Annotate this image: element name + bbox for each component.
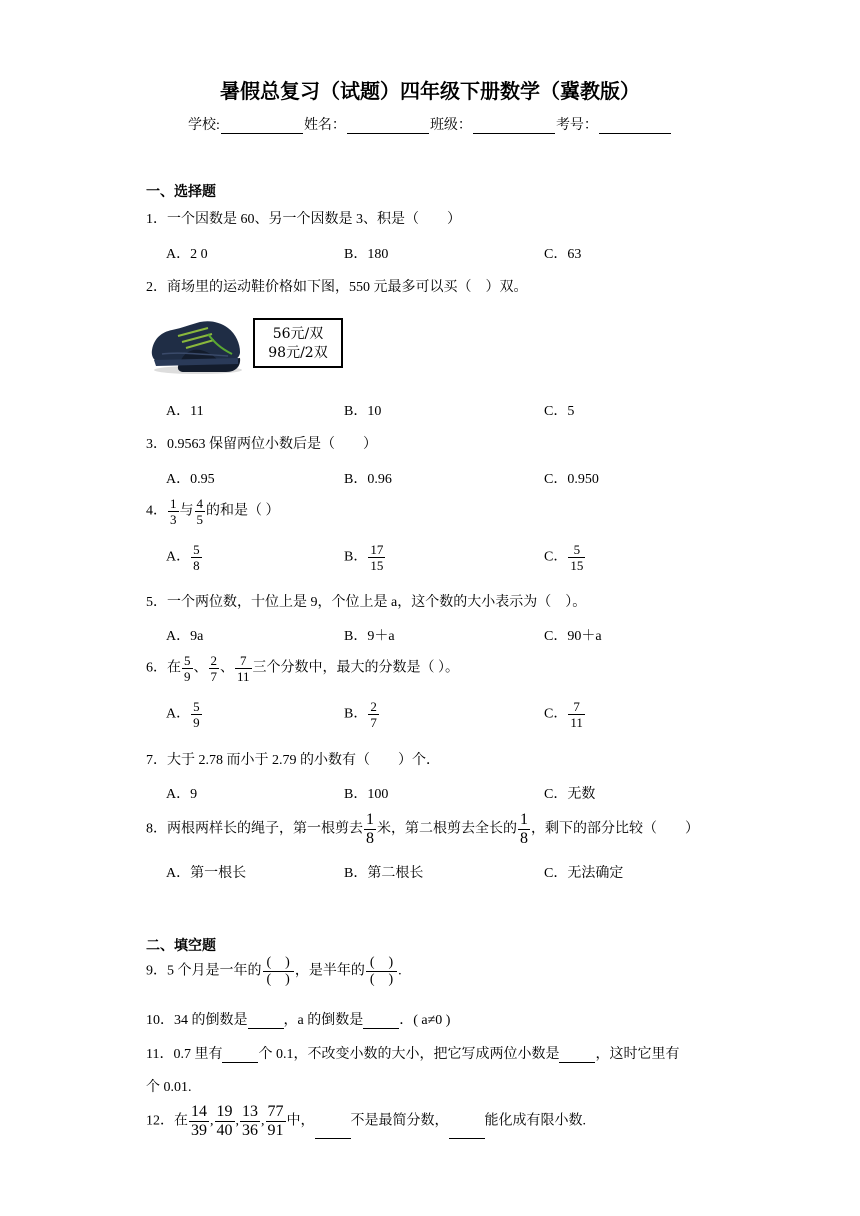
- q4-tail: 的和是（ ）: [206, 503, 280, 519]
- name-label: 姓名：: [303, 118, 346, 133]
- q2-option-b: B．10: [344, 404, 382, 419]
- class-blank: [473, 119, 555, 134]
- sneaker-image: [148, 314, 244, 376]
- q5-option-c: C．90＋a: [544, 629, 602, 644]
- question-6: 6．在 $\frac{5}{9}$ 、 $\frac{2}{7}$ 、 $\frac{7}{11}$ 三个分数中，最大的分数是（ ）。: [146, 653, 460, 684]
- page-title: 暑假总复习（试题）四年级下册数学（冀教版）: [220, 79, 640, 103]
- question-7: 7．大于 2.78 而小于 2.79 的小数有（ ）个．: [146, 753, 440, 768]
- q4-option-c: C． $\frac{5}{15}$: [544, 542, 584, 573]
- question-8: 8．两根两样长的绳子，第一根剪去 $\frac{1}{8}$ 米，第二根剪去全长的 $\frac{1}{8}$ ，剩下的部分比较（ ）: [146, 811, 699, 847]
- q1-option-c: C．63: [544, 247, 582, 262]
- school-label: 学校:: [188, 118, 220, 133]
- q7-option-a: A．9: [166, 787, 198, 802]
- q4-and: 与: [179, 503, 194, 519]
- question-1: 1．一个因数是 60、另一个因数是 3、积是（ ）: [146, 212, 461, 227]
- q5-option-a: A．9a: [166, 629, 204, 644]
- q6-option-a: A． $\frac{5}{9}$: [166, 699, 200, 730]
- question-5: 5．一个两位数，十位上是 9，个位上是 a，这个数的大小表示为（ ）。: [146, 595, 587, 610]
- q3-option-c: C．0.950: [544, 472, 599, 487]
- q1-option-b: B．180: [344, 247, 389, 262]
- price-box: [253, 318, 343, 368]
- question-11: 11．0.7 里有 个 0.1，不改变小数的大小，把它写成两位小数是 ，这时它里有: [146, 1047, 680, 1062]
- q7-option-b: B．100: [344, 787, 389, 802]
- name-blank: [347, 119, 429, 134]
- section-fill-heading: 二、填空题: [146, 938, 216, 954]
- fraction-1-3: $\frac{1}{3}$: [170, 496, 177, 527]
- q4-option-a: A． $\frac{5}{8}$: [166, 542, 200, 573]
- q6-option-c: C． $\frac{7}{11}$: [544, 699, 583, 730]
- section-choice-heading: 一、选择题: [146, 184, 216, 200]
- price-pair: 98元/2双: [268, 345, 328, 361]
- exam-blank: [599, 119, 671, 134]
- price-single: 56元/双: [272, 326, 324, 342]
- q8-option-b: B．第二根长: [344, 866, 424, 881]
- question-3: 3．0.9563 保留两位小数后是（ ）: [146, 437, 377, 452]
- fraction-4-5: $\frac{4}{5}$: [196, 496, 203, 527]
- q5-option-b: B．9＋a: [344, 629, 395, 644]
- q4-option-b: B． $\frac{17}{15}$: [344, 542, 384, 573]
- q8-option-c: C．无法确定: [544, 866, 624, 881]
- student-info-line: [0, 114, 860, 134]
- q2-option-a: A．11: [166, 404, 204, 419]
- q3-option-a: A．0.95: [166, 472, 215, 487]
- q2-option-c: C．5: [544, 404, 575, 419]
- question-12: 12．在 $\frac{14}{39}$ , $\frac{19}{40}$ , $\frac{13}{36}$ , $\frac{77}{91}$ 中， 不是最简分数， 能化成有限小数.: [146, 1103, 586, 1139]
- q3-option-b: B．0.96: [344, 472, 392, 487]
- exam-label: 考号：: [555, 118, 598, 133]
- school-blank: [221, 119, 303, 134]
- q4-number: 4．: [146, 503, 167, 519]
- q1-option-a: A．2 0: [166, 247, 208, 262]
- q8-option-a: A．第一根长: [166, 866, 247, 881]
- q6-option-b: B． $\frac{2}{7}$: [344, 699, 377, 730]
- question-9: 9．5 个月是一年的 ( ) ( ) ，是半年的 ( ) ( ) .: [146, 955, 402, 987]
- question-2: 2．商场里的运动鞋价格如下图，550 元最多可以买（ ）双。: [146, 280, 528, 295]
- class-label: 班级：: [429, 118, 472, 133]
- question-10: 10．34 的倒数是 ，a 的倒数是 ．( a≠0 ): [146, 1013, 451, 1028]
- question-4: [146, 497, 280, 526]
- q7-option-c: C．无数: [544, 787, 596, 802]
- question-11-cont: 个 0.01.: [146, 1080, 192, 1095]
